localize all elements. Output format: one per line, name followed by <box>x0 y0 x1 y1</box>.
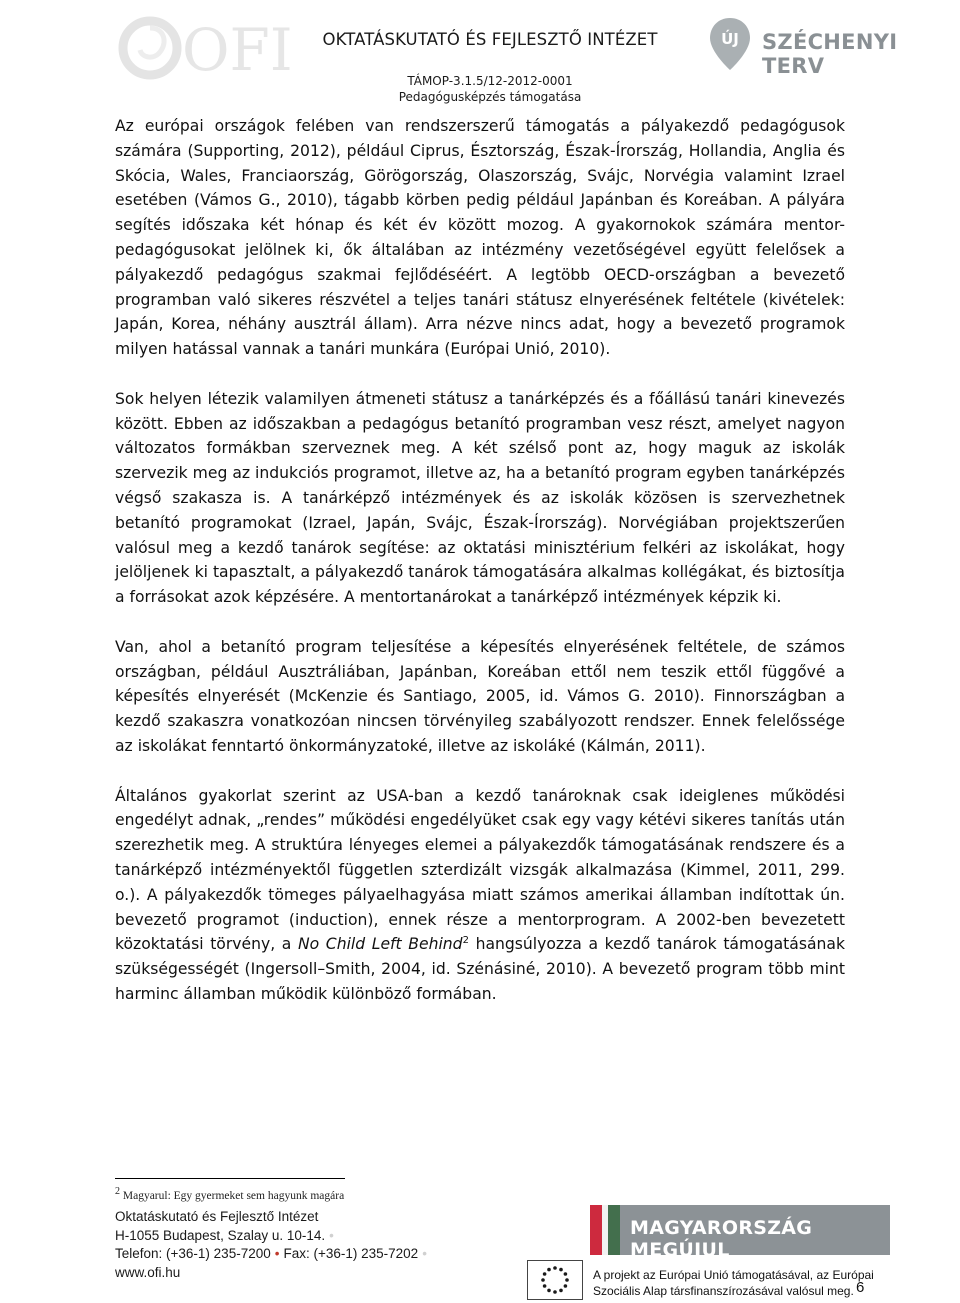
szechenyi-pin-icon <box>708 16 752 72</box>
paragraph-4-text-a: Általános gyakorlat szerint az USA-ban a kezdő tanároknak csak ideiglenes működési engedélyt adnak, „rendes” működési engedélyüket csak egy vagy kétévi sikeres tanítás után szerezhetik meg. A struktúra lényeges elemei a pályakezdők támogatásának rendszere és a tanárképző intézményektől független szterdizált vizsgák alkalmazása (Kimmel, 2011, 299. o.). A pályakezdők tömeges pályaelhagyása miatt számos amerikai államban indítottak ún. bevezető programot (induction), ennek része a mentorprogram. A 2002-ben bevezetett közoktatási törvény, a <box>115 786 845 954</box>
footnote <box>115 1186 345 1202</box>
footer-street: H-1055 Budapest, Szalay u. 10-14. <box>115 1227 326 1243</box>
magyarorszag-megujul-text: MAGYARORSZÁG MEGÚJUL <box>630 1217 813 1261</box>
footnote-marker: 2 <box>115 1186 120 1198</box>
bullet-icon: • <box>422 1246 427 1261</box>
footer-address <box>115 1208 427 1282</box>
footer-website-link[interactable]: www.ofi.hu <box>115 1264 181 1280</box>
eu-support-line-1: A projekt az Európai Unió támogatásával, az Európai <box>593 1268 874 1282</box>
footer-fax: Fax: (+36-1) 235-7202 <box>283 1246 419 1261</box>
paragraph-1: Az európai országok felében van rendszerszerű támogatás a pályakezdő pedagógusok számára (Supporting, 2012), például Ciprus, Észtország, Észak-Írország, Hollandia, Anglia és Skócia, Wales, Franciaország, Görögország, Olaszország, Svájc, Norvégia valamint Izrael esetében (Vámos G., 2010), tágabb körben pedig például Japánban és Koreában. A pályára segítés időszaka két hónap és két év között mozog. A gyakornokok számára mentor-pedagógusokat jelölnek ki, ők általában az intézmény vezetőségével együtt felelősek a pályakezdő pedagógus szakmai fejlődéséért. A legtöbb OECD-országban a bevezető programban való sikeres részvétel a teljes tanári státusz elnyerésének feltétele (kivételek: Japán, Korea, néhány ausztrál állam). Arra nézve nincs adat, hogy a bevezető programok milyen hatással vannak a tanári munkára (Európai Unió, 2010). <box>115 117 845 359</box>
magyarorszag-megujul-banner <box>590 1205 890 1261</box>
project-subtitle: Pedagógusképzés támogatása <box>398 90 582 104</box>
bullet-icon: • <box>274 1246 280 1261</box>
paragraph-3: Van, ahol a betanító program teljesítése a képesítés elnyerésének feltétele, de számos országban, például Ausztráliában, Japánban, Koreában ettől nem teszik ettől függővé a képesítés elnyerését (McKenzie és Santiago, 2005, id. Vámos G. 2010). Finnországban a kezdő szakaszra vonatkozóan nincsen törvényileg szabályozott rendszer. Ennek felelőssége az iskolákat fenntartó önkormányzatoké, illetve az iskoláké (Kálmán, 2011). <box>115 637 845 755</box>
szechenyi-uj-text: ÚJ <box>721 30 739 48</box>
header-center <box>300 30 680 105</box>
szechenyi-terv-logo <box>708 16 958 76</box>
main-content <box>115 114 845 1031</box>
paragraph-4 <box>115 784 845 1007</box>
project-code: TÁMOP-3.1.5/12-2012-0001 <box>407 74 573 88</box>
footnote-text: Magyarul: Egy gyermeket sem hagyunk magára <box>120 1190 345 1202</box>
bullet-icon: • <box>329 1227 334 1243</box>
footer-institute: Oktatáskutató és Fejlesztő Intézet <box>115 1209 319 1224</box>
footer-phone: Telefon: (+36-1) 235-7200 <box>115 1246 271 1261</box>
eu-flag-icon <box>527 1260 583 1300</box>
paragraph-4-italic: No Child Left Behind <box>297 935 463 954</box>
institute-title: OKTATÁSKUTATÓ ÉS FEJLESZTŐ INTÉZET <box>322 30 658 49</box>
footnote-reference[interactable]: 2 <box>462 935 469 947</box>
ofi-logo-text: OFI <box>182 16 293 84</box>
eu-support-line-2: Szociális Alap társfinanszírozásával valósul meg. <box>593 1284 854 1298</box>
page-number: 6 <box>856 1279 865 1296</box>
eu-support-text <box>593 1267 874 1299</box>
footnote-divider <box>115 1178 345 1179</box>
paragraph-2: Sok helyen létezik valamilyen átmeneti státusz a tanárképzés és a főállású tanári kinevezés között. Ebben az időszakban a pedagógus betanító programban vesz részt, amelyet nagyon változatos formákban szerveznek meg. A két szélső pont az, hogy maguk az iskolák szervezik meg az indukciós programot, illetve az, ha a betanító program egyben tanárképzés végső szakasza is. A tanárképző intézmények és az iskolák közösen is szervezhetnek betanító programokat (Izrael, Japán, Svájc, Észak-Írország). Norvégiában projektszerűen valósul meg a kezdő tanárok segítése: az oktatási minisztérium felkéri az iskolákat, hogy jelöljenek ki tapasztalt, a pályakezdő tanárok támogatására alkalmas kollégákat, és biztosítja a forrásokat azok képzésére. A mentortanárokat a tanárképző intézmények képzik ki. <box>115 389 845 607</box>
paragraph-4-text-b: hangsúlyozza a kezdő tanárok támogatásának szükségességét (Ingersoll–Smith, 2004, id. Szénásiné, 2010). A bevezető program több mint harminc államban működik különböző formában. <box>115 935 845 1003</box>
ofi-logo <box>112 8 293 84</box>
page-header <box>0 0 960 112</box>
szechenyi-terv-text: SZÉCHENYI TERV <box>762 30 898 78</box>
